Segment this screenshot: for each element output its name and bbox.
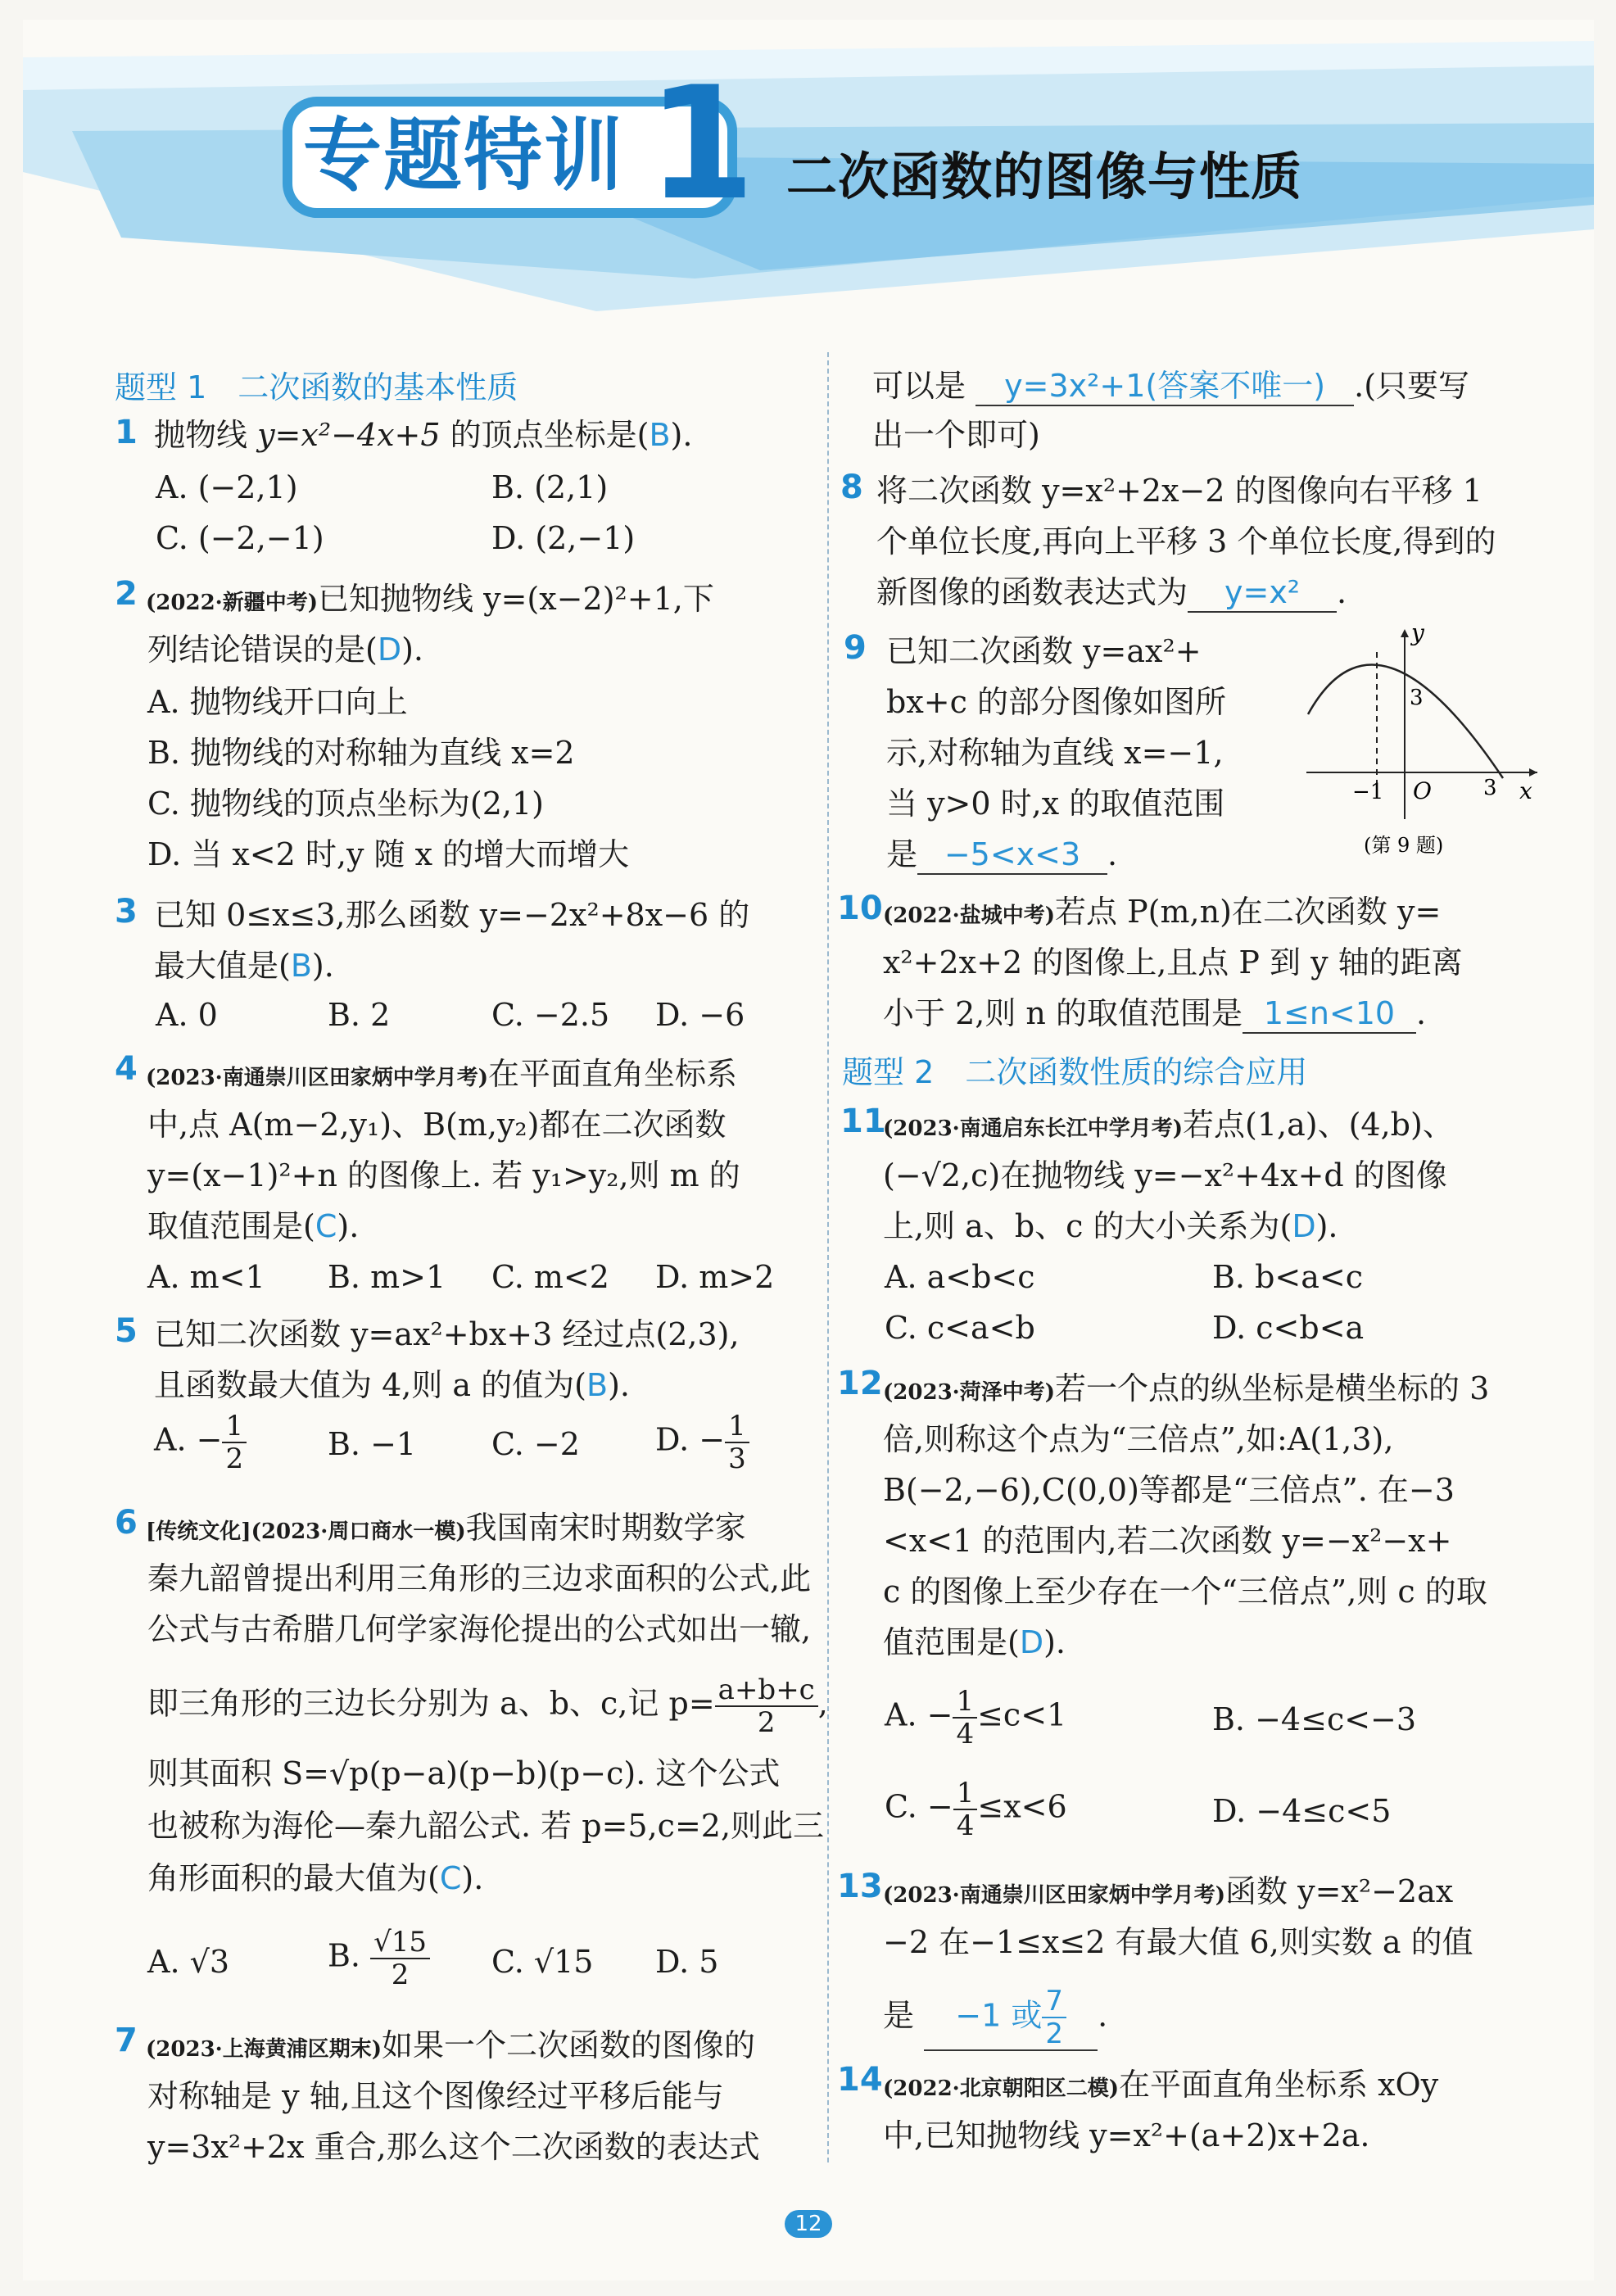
badge-text: 专题特训 bbox=[303, 110, 624, 202]
question-12-stem-2: 倍,则称这个点为“三倍点”,如:A(1,3), bbox=[883, 1421, 1394, 1457]
question-number: 5 bbox=[115, 1312, 138, 1350]
option-b: B. −4≤c<−3 bbox=[1212, 1701, 1417, 1737]
option-c: C. −2 bbox=[491, 1426, 580, 1462]
option-b: B. $\frac{√15}{2}$ bbox=[328, 1927, 430, 1990]
option-d: D. −6 bbox=[655, 997, 745, 1033]
question-number: 10 bbox=[837, 890, 883, 927]
answer-blank-10: 1≤n<10 bbox=[1243, 994, 1416, 1034]
option-a: A. − $\frac{1}{4}$ ≤c<1 bbox=[885, 1685, 1067, 1750]
tick-x-3: 3 bbox=[1483, 776, 1497, 800]
question-4-stem-4: 取值范围是(C). bbox=[147, 1208, 360, 1244]
question-6-stem-7: 角形面积的最大值为(C). bbox=[147, 1860, 484, 1896]
question-6-stem-5: 则其面积 S=√p(p−a)(p−b)(p−c). 这个公式 bbox=[147, 1755, 781, 1791]
question-12-stem: (2023·菏泽中考)若一个点的纵坐标是横坐标的 3 bbox=[883, 1370, 1490, 1406]
question-7-stem-3: y=3x²+2x 重合,那么这个二次函数的表达式 bbox=[147, 2129, 760, 2165]
x-axis-label: x bbox=[1519, 777, 1532, 804]
question-10-stem: (2022·盐城中考)若点 P(m,n)在二次函数 y= bbox=[883, 894, 1442, 930]
question-number: 13 bbox=[837, 1868, 883, 1905]
question-number: 12 bbox=[837, 1365, 883, 1402]
question-6-stem-4: 即三角形的三边长分别为 a、b、c,记 p= $\frac{a+b+c}{2}$ , bbox=[147, 1673, 828, 1739]
option-c: C. −2.5 bbox=[491, 997, 610, 1033]
option-b: B. (2,1) bbox=[491, 469, 609, 505]
question-1-stem: 抛物线 y=x²−4x+5 的顶点坐标是(B). bbox=[154, 417, 693, 453]
answer-blank-7: y=3x²+1(答案不唯一) bbox=[975, 367, 1354, 406]
question-number: 1 bbox=[115, 414, 138, 451]
question-13-stem-3: 是 −1 或 $\frac{7}{2}$ . bbox=[883, 1985, 1108, 2050]
question-9-graph bbox=[1298, 623, 1544, 868]
option-c: C. m<2 bbox=[491, 1259, 609, 1295]
tick-neg-1: −1 bbox=[1352, 780, 1384, 804]
option-d: D. −4≤c<5 bbox=[1212, 1793, 1392, 1829]
section-title-2: 题型 2 二次函数性质的综合应用 bbox=[842, 1054, 1308, 1090]
answer-blank-9: −5<x<3 bbox=[917, 836, 1107, 875]
option-d: D. − $\frac{1}{3}$ bbox=[655, 1411, 749, 1474]
option-d: D. c<b<a bbox=[1212, 1310, 1365, 1346]
question-13-stem-2: −2 在−1≤x≤2 有最大值 6,则实数 a 的值 bbox=[883, 1924, 1473, 1960]
option-a: A. 0 bbox=[156, 997, 218, 1033]
question-6-stem-3: 公式与古希腊几何学家海伦提出的公式如出一辙, bbox=[147, 1611, 812, 1647]
question-12-stem-5: c 的图像上至少存在一个“三倍点”,则 c 的取 bbox=[883, 1574, 1487, 1610]
section-title-1: 题型 1 二次函数的基本性质 bbox=[115, 369, 518, 405]
question-12-stem-4: <x<1 的范围内,若二次函数 y=−x²−x+ bbox=[883, 1523, 1452, 1559]
question-8-stem-2: 个单位长度,再向上平移 3 个单位长度,得到的 bbox=[876, 523, 1496, 559]
question-12-stem-3: B(−2,−6),C(0,0)等都是“三倍点”. 在−3 bbox=[883, 1472, 1455, 1508]
question-number: 9 bbox=[844, 629, 867, 667]
question-number: 8 bbox=[840, 469, 863, 506]
question-number: 4 bbox=[115, 1050, 138, 1088]
question-9-stem-5: 是 −5<x<3 . bbox=[886, 836, 1117, 875]
question-6-stem-6: 也被称为海伦—秦九韶公式. 若 p=5,c=2,则此三 bbox=[147, 1808, 825, 1844]
badge-number: 1 bbox=[647, 53, 756, 234]
question-14-stem-2: 中,已知抛物线 y=x²+(a+2)x+2a. bbox=[883, 2117, 1370, 2153]
question-7-stem: (2023·上海黄浦区期末)如果一个二次函数的图像的 bbox=[146, 2027, 756, 2063]
question-7-stem-5: 出一个即可) bbox=[872, 417, 1040, 453]
question-9-stem-3: 示,对称轴为直线 x=−1, bbox=[886, 735, 1224, 771]
option-a: A. √3 bbox=[147, 1944, 229, 1980]
question-14-stem: (2022·北京朝阳区二模)在平面直角坐标系 xOy bbox=[883, 2067, 1439, 2103]
page-number: 12 bbox=[785, 2210, 832, 2238]
column-divider bbox=[827, 352, 829, 2162]
option-a: A. a<b<c bbox=[885, 1259, 1035, 1295]
answer-blank-8: y=x² bbox=[1188, 573, 1337, 613]
origin-label: O bbox=[1413, 777, 1432, 804]
y-axis-label: y bbox=[1411, 623, 1424, 646]
question-9-stem-2: bx+c 的部分图像如图所 bbox=[886, 684, 1226, 720]
question-9-stem-4: 当 y>0 时,x 的取值范围 bbox=[886, 786, 1225, 822]
answer-blank-13: −1 或 $\frac{7}{2}$ bbox=[924, 1986, 1098, 2051]
question-6-stem: [传统文化](2023·周口商水一模)我国南宋时期数学家 bbox=[146, 1510, 746, 1546]
question-8-stem: 将二次函数 y=x²+2x−2 的图像向右平移 1 bbox=[876, 473, 1482, 509]
question-11-stem-2: (−√2,c)在抛物线 y=−x²+4x+d 的图像 bbox=[883, 1157, 1447, 1193]
option-b: B. b<a<c bbox=[1212, 1259, 1364, 1295]
question-number: 6 bbox=[115, 1504, 138, 1542]
option-d: D. (2,−1) bbox=[491, 520, 636, 556]
option-c: C. √15 bbox=[491, 1944, 594, 1980]
question-2-stem-2: 列结论错误的是(D). bbox=[147, 632, 423, 668]
option-b: B. m>1 bbox=[328, 1259, 446, 1295]
option-c: C. c<a<b bbox=[885, 1310, 1035, 1346]
question-12-stem-6: 值范围是(D). bbox=[883, 1624, 1066, 1660]
option-a: A. (−2,1) bbox=[156, 469, 298, 505]
chapter-title: 二次函数的图像与性质 bbox=[786, 147, 1303, 206]
option-c: C. (−2,−1) bbox=[156, 520, 324, 556]
question-11-stem-3: 上,则 a、b、c 的大小关系为(D). bbox=[883, 1208, 1338, 1244]
question-7-stem-2: 对称轴是 y 轴,且这个图像经过平移后能与 bbox=[147, 2078, 724, 2114]
option-d: D. 5 bbox=[655, 1944, 719, 1980]
question-11-stem: (2023·南通启东长江中学月考)若点(1,a)、(4,b)、 bbox=[883, 1107, 1454, 1143]
y-axis-arrow bbox=[1401, 629, 1409, 637]
question-4-stem: (2023·南通崇川区田家炳中学月考)在平面直角坐标系 bbox=[146, 1056, 738, 1092]
question-number: 11 bbox=[840, 1103, 886, 1140]
question-5-stem-2: 且函数最大值为 4,则 a 的值为(B). bbox=[154, 1367, 630, 1403]
question-number: 14 bbox=[837, 2061, 883, 2099]
option-b: B. 抛物线的对称轴为直线 x=2 bbox=[147, 735, 575, 771]
question-4-stem-3: y=(x−1)²+n 的图像上. 若 y₁>y₂,则 m 的 bbox=[147, 1157, 740, 1193]
question-3-stem: 已知 0≤x≤3,那么函数 y=−2x²+8x−6 的 bbox=[154, 897, 750, 933]
figure-caption: (第 9 题) bbox=[1364, 834, 1444, 857]
option-c: C. − $\frac{1}{4}$ ≤x<6 bbox=[885, 1777, 1067, 1842]
answer-1: B bbox=[649, 417, 671, 453]
option-d: D. m>2 bbox=[655, 1259, 775, 1295]
x-axis-arrow bbox=[1529, 768, 1537, 777]
question-number: 3 bbox=[115, 893, 138, 931]
option-c: C. 抛物线的顶点坐标为(2,1) bbox=[147, 786, 544, 822]
question-8-stem-3: 新图像的函数表达式为 y=x² . bbox=[876, 573, 1347, 613]
question-4-stem-2: 中,点 A(m−2,y₁)、B(m,y₂)都在二次函数 bbox=[147, 1107, 727, 1143]
option-a: A. m<1 bbox=[147, 1259, 265, 1295]
question-10-stem-2: x²+2x+2 的图像上,且点 P 到 y 轴的距离 bbox=[883, 944, 1463, 980]
option-b: B. −1 bbox=[328, 1426, 417, 1462]
question-3-stem-2: 最大值是(B). bbox=[154, 948, 334, 984]
tick-y-3: 3 bbox=[1410, 686, 1424, 710]
option-a: A. − $\frac{1}{2}$ bbox=[154, 1411, 247, 1474]
question-5-stem: 已知二次函数 y=ax²+bx+3 经过点(2,3), bbox=[154, 1316, 740, 1352]
question-number: 2 bbox=[115, 575, 138, 613]
question-10-stem-3: 小于 2,则 n 的取值范围是 1≤n<10 . bbox=[883, 994, 1426, 1034]
question-6-stem-2: 秦九韶曾提出利用三角形的三边求面积的公式,此 bbox=[147, 1560, 812, 1596]
option-a: A. 抛物线开口向上 bbox=[147, 684, 408, 720]
question-2-stem: (2022·新疆中考)已知抛物线 y=(x−2)²+1,下 bbox=[146, 581, 714, 617]
question-13-stem: (2023·南通崇川区田家炳中学月考)函数 y=x²−2ax bbox=[883, 1873, 1454, 1909]
question-number: 7 bbox=[115, 2022, 138, 2059]
option-b: B. 2 bbox=[328, 997, 391, 1033]
option-d: D. 当 x<2 时,y 随 x 的增大而增大 bbox=[147, 836, 630, 872]
question-9-stem: 已知二次函数 y=ax²+ bbox=[886, 633, 1202, 669]
question-7-stem-4: 可以是 y=3x²+1(答案不唯一) .(只要写 bbox=[872, 367, 1469, 406]
